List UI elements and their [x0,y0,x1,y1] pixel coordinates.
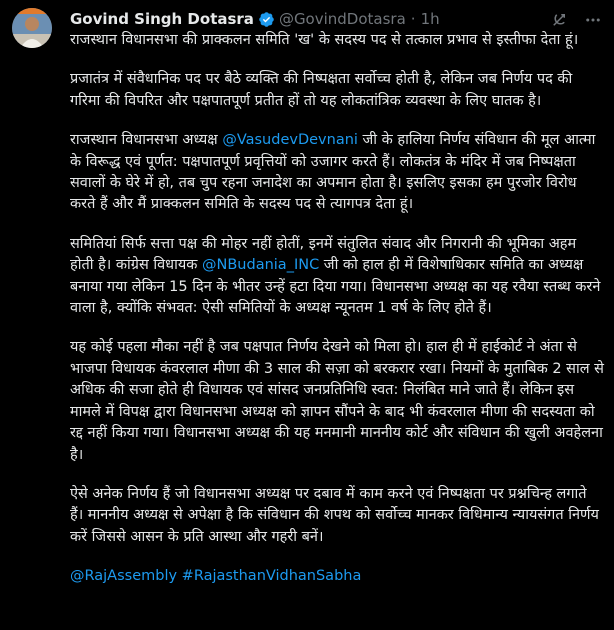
tweet-header [70,8,574,30]
paragraph-1: राजस्थान विधानसभा की प्राक्कलन समिति 'ख' के सदस्य पद से तत्काल प्रभाव से इस्तीफा देता हूं। [70,32,579,48]
paragraph-4-end: जी को हाल ही में विशेषाधिकार समिति का अध्यक्ष बनाया गया लेकिन 15 दिन के भीतर उन्हें हटा दिया गया। विधानसभा अध्यक्ष का यह रवैया स्तब्ध करने वाला है, क्योंकि संभवत: ऐसी समितियों के अध्यक्ष न्यूनतम 1 वर्ष के लिए होते हैं। [70,257,601,317]
avatar-image [12,8,52,48]
paragraph-3 [70,130,604,216]
tweet-text [70,30,604,606]
author-handle[interactable]: @GovindDotasra [278,10,406,28]
avatar[interactable] [12,8,52,48]
hashtag-rajasthanvidhansabha[interactable]: #RajasthanVidhanSabha [181,568,362,585]
mention-rajassembly[interactable]: @RajAssembly [70,568,178,585]
paragraph-3-start: राजस्थान विधानसभा अध्यक्ष [70,132,223,149]
paragraph-4-start: समितियां सिर्फ सत्ता पक्ष की मोहर नहीं होतीं, इनमें संतुलित संवाद और निगरानी की भूमिका अहम होती है। कांग्रेस विधायक [70,235,577,274]
author-name[interactable]: Govind Singh Dotasra [70,10,254,28]
verified-badge-icon [258,11,275,28]
paragraph-2: प्रजातंत्र में संवैधानिक पद पर बैठे व्यक्ति की निष्पक्षता सर्वोच्च होती है, लेकिन जब निर्णय पद की गरिमा की विपरित और पक्षपातपूर्ण प्रतीत हों तो यह लोकतांत्रिक व्यवस्था के लिए घातक है। [70,71,573,109]
mention-nbudania-inc[interactable]: @NBudania_INC [202,257,320,274]
paragraph-4 [70,234,604,320]
paragraph-6: ऐसे अनेक निर्णय हैं जो विधानसभा अध्यक्ष पर दबाव में काम करने एवं निष्पक्षता पर प्रश्नचिन्ह लगाते हैं। माननीय अध्यक्ष से अपेक्षा है कि संविधान की शपथ को सर्वोच्च मानकर विधिमान्य न्यायसंगत निर्णय करें जिससे आसन के प्रति आस्था और गहरी बनें। [70,485,599,545]
paragraph-3-end: जी के हालिया निर्णय संविधान की मूल आत्मा के विरूद्ध एवं पूर्णत: पक्षपातपूर्ण प्रवृत्तियों को उजागर करते हैं। लोकतंत्र के मंदिर में जब निष्पक्षता सवालों के घेरे में हो, तब चुप रहना जनादेश का अपमान होता है। इसलिए इसका हम पुरजोर विरोध करते हैं और मैं प्राक्कलन समिति के सदस्य पद से त्यागपत्र देता हूं। [70,132,596,213]
mention-vasudevdevnani[interactable]: @VasudevDevnani [222,132,358,149]
paragraph-5: यह कोई पहला मौका नहीं है जब पक्षपात निर्णय देखने को मिला हो। हाल ही में हाईकोर्ट ने अंता से भाजपा विधायक कंवरलाल मीणा की 3 साल की सज़ा को बरकरार रखा। नियमों के मुताबिक 2 साल से अधिक की सजा होते ही विधायक एवं सांसद जनप्रतिनिधि स्वत: निलंबित माने जाते हैं। लेकिन इस मामले में विपक्ष द्वारा विधानसभा अध्यक्ष को ज्ञापन सौंपने के बाद भी कंवरलाल मीणा की सदस्यता को रद्द नहीं किया गया। विधानसभा अध्यक्ष की यह मनमानी माननीय कोर्ट और संविधान की खुली अवहेलना है। [70,339,604,463]
separator: · [410,10,416,28]
hashtag-line [70,566,604,587]
timestamp[interactable]: 1h [420,10,440,28]
